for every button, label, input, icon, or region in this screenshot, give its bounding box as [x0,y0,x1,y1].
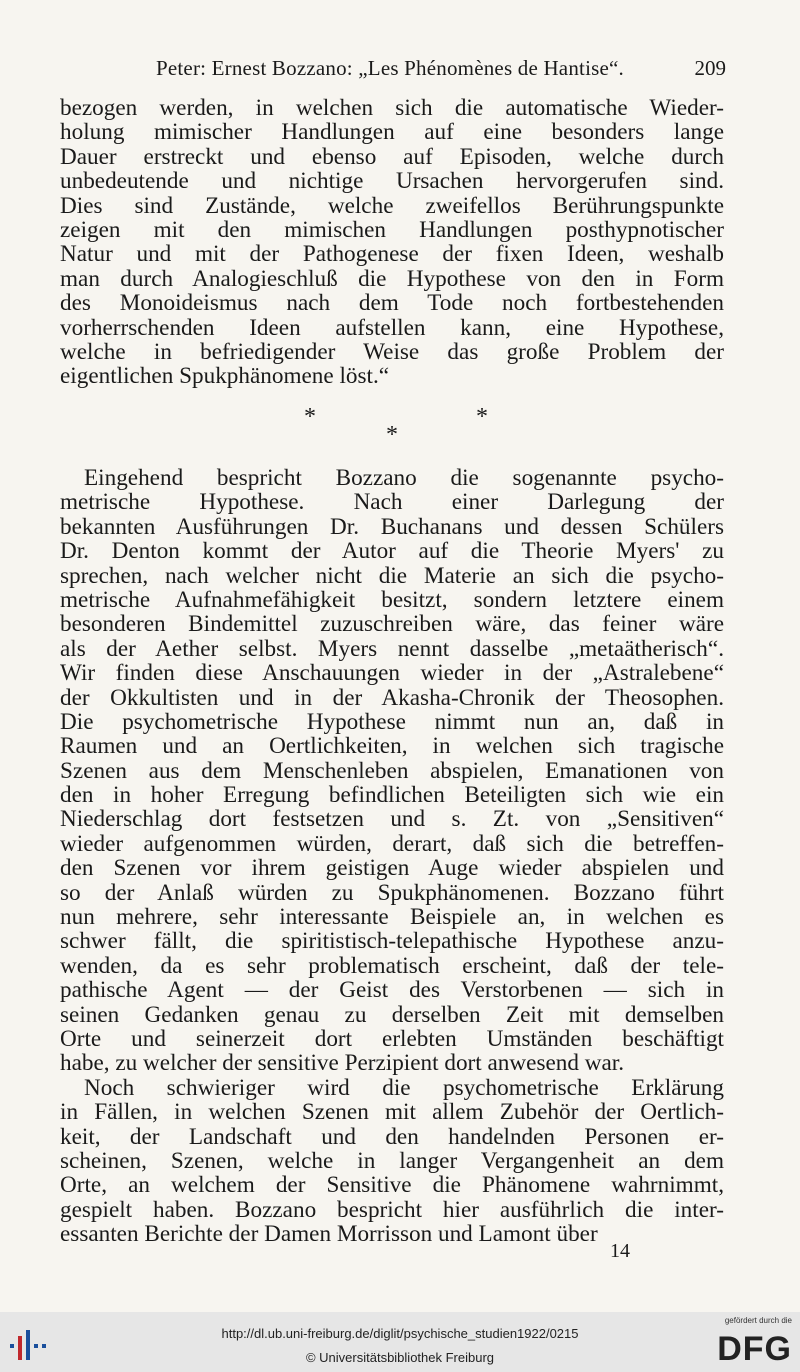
text-line: vorherrschenden Ideen aufstellen kann, eine Hypothese, [60,314,724,341]
text-line: Eingehend bespricht Bozzano die sogenannte psycho- [84,465,724,491]
text-line: eigentlichen Spukphänomene löst.“ [60,363,390,390]
text-line: in Fällen, in welchen Szenen mit allem Zubehör der Oertlich- [60,1099,724,1126]
text-line: sprechen, nach welcher nicht die Materie an sich die psycho- [60,562,724,589]
signature-mark: 14 [610,1240,630,1262]
text-line: bekannten Ausführungen Dr. Buchanans und dessen Schülers [60,513,724,540]
text-line: Orte, an welchem der Sensitive die Phänomene wahrnimmt, [60,1172,724,1199]
text-line: Szenen aus dem Menschenleben abspielen, Emanationen von [60,757,724,784]
text-line: bezogen werden, in welchen sich die automatische Wieder- [60,95,724,121]
text-line: scheinen, Szenen, welche in langer Vergangenheit an dem [60,1147,724,1174]
dfg-tagline: gefördert durch die [724,1316,792,1325]
text-line: keit, der Landschaft und den handelnden Personen er- [60,1123,724,1150]
running-header [60,56,726,84]
text-line: der Okkultisten und in der Akasha-Chronik der Theosophen. [60,684,724,711]
text-line: wenden, da es sehr problematisch erscheint, daß der tele- [60,952,724,979]
text-line: pathische Agent — der Geist des Verstorbenen — sich in [60,977,724,1004]
text-line: welche in befriedigender Weise das große Problem der [60,338,724,365]
text-line: so der Anlaß würden zu Spukphänomenen. Bozzano führt [60,879,724,906]
page-number: 209 [694,56,726,80]
dfg-logo [708,1316,792,1370]
text-line: zeigen mit den mimischen Handlungen posthypnotischer [60,216,724,243]
text-line: wieder aufgenommen würden, derart, daß sich die betreffen- [60,830,724,857]
footer-copyright: © Universitätsbibliothek Freiburg [305,1350,495,1365]
text-line: als der Aether selbst. Myers nennt dasselbe „metaätherisch“. [60,635,724,662]
text-line: Natur und mit der Pathogenese der fixen Ideen, weshalb [60,241,724,268]
text-line: des Monoideismus nach dem Tode noch fortbestehenden [60,290,724,317]
paragraph-1 [60,96,724,389]
text-line: metrische Hypothese. Nach einer Darlegung der [60,489,724,516]
text-line: Raumen und an Oertlichkeiten, in welchen sich tragische [60,733,724,760]
text-line: holung mimischer Handlungen auf eine besonders lange [60,119,724,146]
text-line: nun mehrere, sehr interessante Beispiele an, in welchen es [60,904,724,931]
text-line: den Szenen vor ihrem geistigen Auge wieder abspielen und [60,855,724,882]
separator-star: * [386,422,398,448]
running-title: Peter: Ernest Bozzano: „Les Phénomènes de Hantise“. [156,56,624,80]
text-line: Niederschlag dort festsetzen und s. Zt. von „Sensitiven“ [60,806,724,833]
text-line: essanten Berichte der Damen Morrisson und Lamont über [60,1221,598,1248]
text-line: den in hoher Erregung befindlichen Beteiligten sich wie ein [60,782,724,809]
text-line: man durch Analogieschluß die Hypothese von den in Form [60,265,724,292]
text-line: schwer fällt, die spiritistisch-telepathische Hypothese anzu- [60,928,724,955]
text-line: seinen Gedanken genau zu derselben Zeit mit demselben [60,1001,724,1028]
dfg-wordmark: DFG [717,1330,792,1368]
text-line: metrische Aufnahmefähigkeit besitzt, sondern letztere einem [60,586,724,613]
text-line: Dauer erstreckt und ebenso auf Episoden, welche durch [60,143,724,170]
text-line: unbedeutende und nichtige Ursachen hervorgerufen sind. [60,168,724,195]
footer-url[interactable]: http://dl.ub.uni-freiburg.de/diglit/psychische_studien1922/0215 [221,1326,579,1341]
text-line: besonderen Bindemittel zuzuschreiben wäre, das feiner wäre [60,611,724,638]
text-line: Dies sind Zustände, welche zweifellos Berührungspunkte [60,192,724,219]
paragraph-2 [60,466,724,1247]
text-line: habe, zu welcher der sensitive Perzipient dort anwesend war. [60,1050,625,1077]
text-line: Noch schwieriger wird die psychometrische Erklärung [84,1074,724,1101]
separator-star: * [476,404,488,430]
text-line: Dr. Denton kommt der Autor auf die Theorie Myers' zu [60,538,724,565]
text-line: Die psychometrische Hypothese nimmt nun an, daß in [60,708,724,735]
text-line: gespielt haben. Bozzano bespricht hier ausführlich die inter- [60,1196,724,1223]
separator-star: * [304,404,316,430]
section-separator [0,404,800,448]
text-line: Wir finden diese Anschauungen wieder in der „Astralebene“ [60,660,724,687]
text-line: Orte und seinerzeit dort erlebten Umständen beschäftigt [60,1025,724,1052]
footer-bar [0,1312,800,1372]
